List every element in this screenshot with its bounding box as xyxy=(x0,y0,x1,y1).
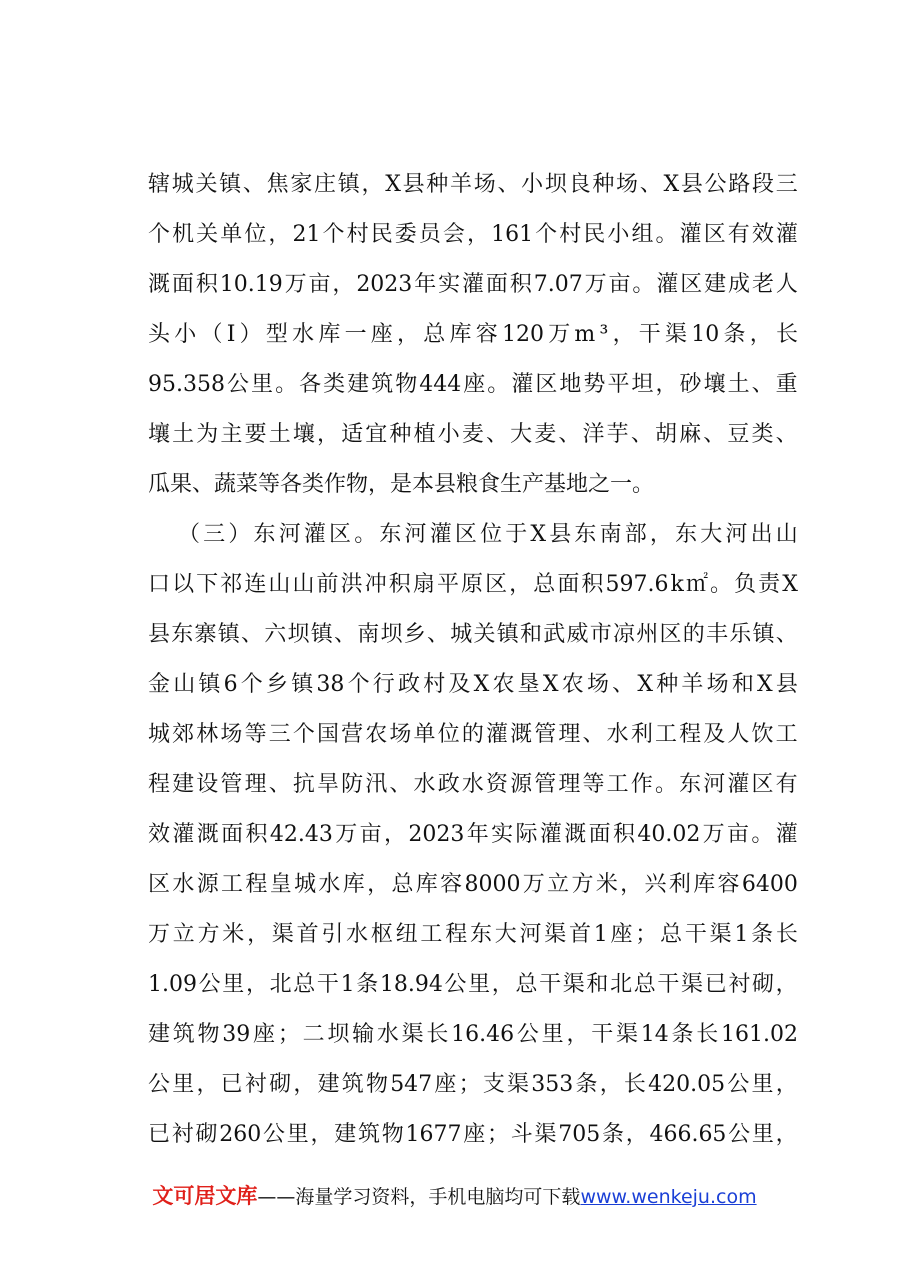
text-line: 公 里 ， 已 衬 砌 ， 建 筑 物 547 座 ； 支 渠 353 条 ， 长 420.05 公 里 ， xyxy=(148,1072,798,1097)
footer-banner xyxy=(0,1176,909,1216)
section-heading-line: （ 三 ） 东 河 灌 区 。 东 河 灌 区 位 于 X 县 东 南 部 ， 东 大 河 出 山 xyxy=(178,522,798,547)
text-line: 已 衬 砌 260 公 里 ， 建 筑 物 1677 座 ； 斗 渠 705 条 ， 466.65 公 里 ， xyxy=(148,1122,798,1147)
text-line: 壤 土 为 主 要 土 壤 ， 适 宜 种 植 小 麦 、 大 麦 、 洋 芋 、 胡 麻 、 豆 类 、 xyxy=(148,422,798,447)
footer-slogan: ——海量学习资料，手机电脑均可下载 xyxy=(257,1186,581,1208)
text-line: 金 山 镇 6 个 乡 镇 38 个 行 政 村 及 X 农 垦 X 农 场 、 X 种 羊 场 和 X 县 xyxy=(148,672,798,697)
text-line: 个 机 关 单 位 ， 21 个 村 民 委 员 会 ， 161 个 村 民 小 组 。 灌 区 有 效 灌 xyxy=(148,222,798,247)
text-line: 瓜果、蔬菜等各类作物，是本县粮食生产基地之一。 xyxy=(148,472,655,497)
text-line: 口 以 下 祁 连 山 山 前 洪 冲 积 扇 平 原 区 ， 总 面 积 597.6 k ㎡ 。 负 责 X xyxy=(148,572,798,597)
text-line: 建 筑 物 39 座 ； 二 坝 输 水 渠 长 16.46 公 里 ， 干 渠 14 条 长 161.02 xyxy=(148,1022,798,1047)
text-line: 区 水 源 工 程 皇 城 水 库 ， 总 库 容 8000 万 立 方 米 ， 兴 利 库 容 6400 xyxy=(148,872,798,897)
text-line: 头 小 （ I ） 型 水 库 一 座 ， 总 库 容 120 万 m ³ ， 干 渠 10 条 ， 长 xyxy=(148,322,798,347)
footer-brand: 文可居文库 xyxy=(152,1184,258,1208)
text-line: 效 灌 溉 面 积 42.43 万 亩 ， 2023 年 实 际 灌 溉 面 积 40.02 万 亩 。 灌 xyxy=(148,822,798,847)
text-line: 1.09 公 里 ， 北 总 干 1 条 18.94 公 里 ， 总 干 渠 和 北 总 干 渠 已 衬 砌 ， xyxy=(148,972,798,997)
document-body xyxy=(148,160,798,1160)
text-line: 程 建 设 管 理 、 抗 旱 防 汛 、 水 政 水 资 源 管 理 等 工 作 。 东 河 灌 区 有 xyxy=(148,772,798,797)
text-line: 95.358 公 里 。 各 类 建 筑 物 444 座 。 灌 区 地 势 平 坦 ， 砂 壤 土 、 重 xyxy=(148,372,798,397)
text-line: 辖 城 关 镇 、 焦 家 庄 镇 ， X 县 种 羊 场 、 小 坝 良 种 场 、 X 县 公 路 段 三 xyxy=(148,172,798,197)
text-line: 城 郊 林 场 等 三 个 国 营 农 场 单 位 的 灌 溉 管 理 、 水 利 工 程 及 人 饮 工 xyxy=(148,722,798,747)
text-line: 万 立 方 米 ， 渠 首 引 水 枢 纽 工 程 东 大 河 渠 首 1 座 ； 总 干 渠 1 条 长 xyxy=(148,922,798,947)
text-line: 溉 面 积 10.19 万 亩 ， 2023 年 实 灌 面 积 7.07 万 亩 。 灌 区 建 成 老 人 xyxy=(148,272,798,297)
text-line: 县 东 寨 镇 、 六 坝 镇 、 南 坝 乡 、 城 关 镇 和 武 威 市 凉 州 区 的 丰 乐 镇 、 xyxy=(148,622,798,647)
footer-site-link[interactable]: www.wenkeju.com xyxy=(580,1186,757,1208)
